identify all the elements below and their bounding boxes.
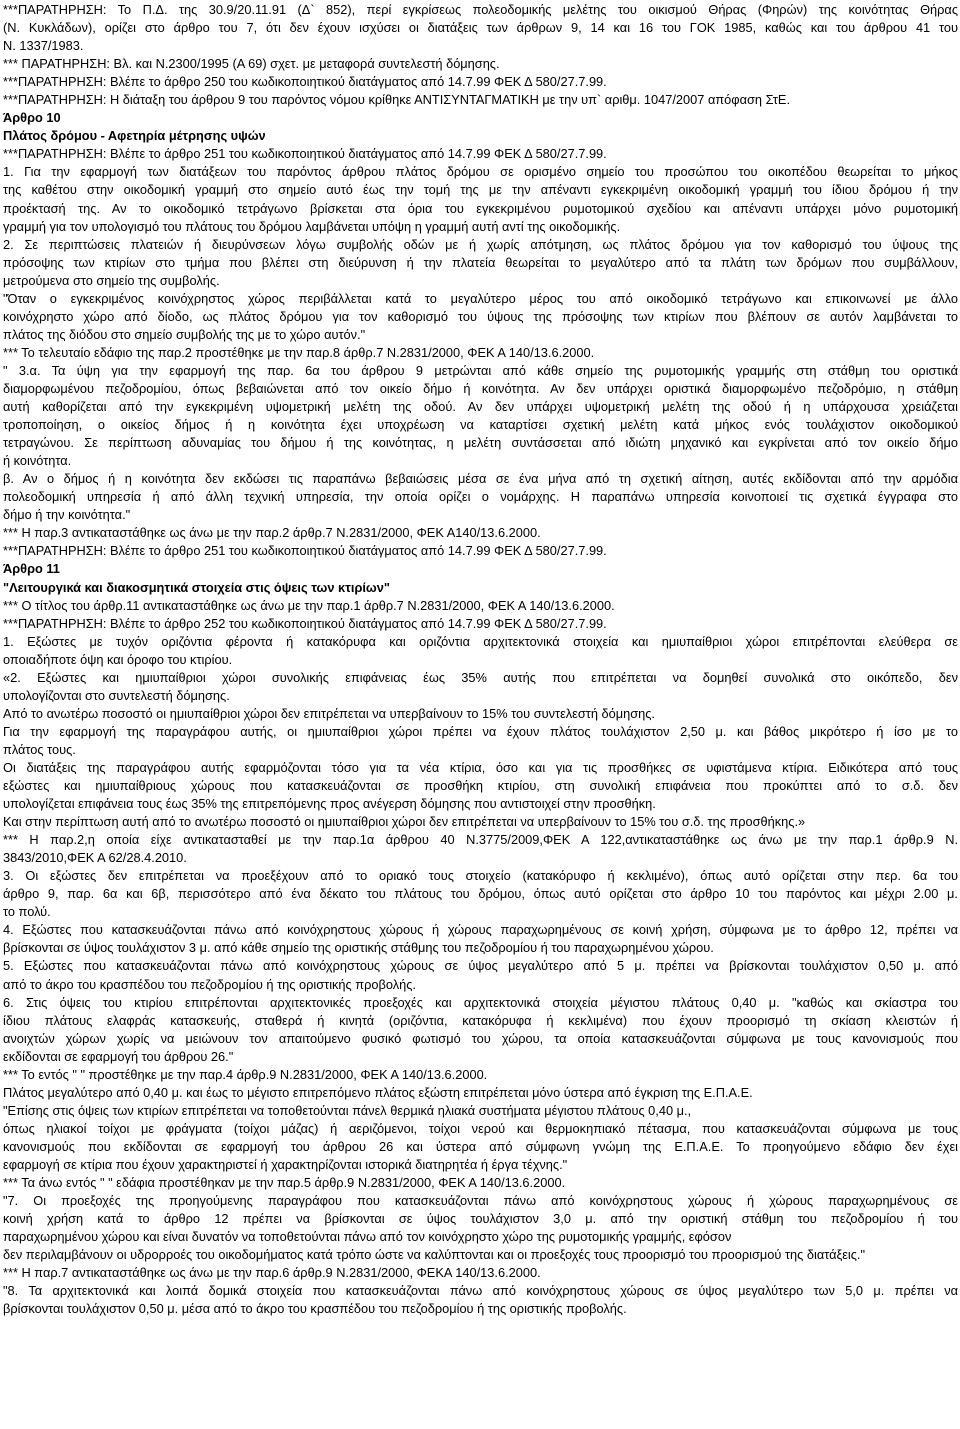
text-line: ή κοινότητα.: [3, 453, 72, 469]
text-line: πλάτος τους.: [3, 741, 76, 757]
text-line: ***ΠΑΡΑΤΗΡΗΣΗ: Βλέπε το άρθρο 252 του κωδικοποιητικού διατάγματος από 14.7.99 ΦΕΚ Δ 580/27.7.99.: [3, 615, 607, 631]
text-line: Οι διατάξεις της παραγράφου αυτής εφαρμόζονται τόσο για τα νέα κτίρια, όσο και για τις προσθήκες σε υφιστάμενα κτίρια. Ειδικότερα από τους: [3, 759, 958, 775]
document-body: [3, 1, 958, 1318]
text-line: τετραγώνου. Σε περίπτωση αδυναμίας του δήμου ή της κοινότητας, η μελέτη συντάσσεται από ιδιώτη μηχανικό και εγκρίνεται από τον οικείο δήμο: [3, 435, 958, 451]
text-line: πρόσοψης των κτιρίων στο τμήμα που βλέπει στη διεύρυνση ή την πλατεία θεωρείται το μεγαλύτερο από τα πλάτη των δρόμων που συμβάλλουν,: [3, 254, 958, 270]
heading-line: "Λειτουργικά και διακοσμητικά στοιχεία στις όψεις των κτιρίων": [3, 579, 390, 595]
text-line: το πολύ.: [3, 904, 51, 920]
text-line: Ν. 1337/1983.: [3, 38, 84, 54]
text-line: αυτή καθορίζεται από την εγκεκριμένη υψομετρική μελέτη της οδού. Αν δεν υπάρχει υψομετρική μελέτη της οδού ή η υπάρχουσα χρειάζεται: [3, 399, 958, 415]
heading-line: Πλάτος δρόμου - Αφετηρία μέτρησης υψών: [3, 128, 266, 144]
text-line: κοινόχρηστο χώρο από δίοδο, ως πλάτος δρόμου για τον καθορισμό του ύψους της πρόσοψης των κτιρίων που βλέπουν σε αυτόν λαμβάνεται το: [3, 308, 958, 324]
text-line: β. Αν ο δήμος ή η κοινότητα δεν εκδώσει τις παραπάνω βεβαιώσεις μέσα σε ένα μήνα από τη σχετική αίτηση, αυτές εκδίδονται από την αρμόδια: [3, 471, 958, 487]
heading-line: Άρθρο 11: [3, 561, 60, 577]
text-line: εκδίδονται σε εφαρμογή του άρθρου 26.": [3, 1048, 234, 1064]
text-line: κοινή χρήση κατά το άρθρο 12 πρέπει να βρίσκονται σε ύψος τουλάχιστον 3,0 μ. από την οριστική στάθμη του πεζοδρομίου ή του: [3, 1211, 958, 1227]
text-line: 2. Σε περιπτώσεις πλατειών ή διευρύνσεων λόγω συμβολής οδών με ή χωρίς απότμηση, ως πλάτος δρόμου για τον καθορισμό του ύψους της: [3, 236, 958, 252]
text-line: *** Η παρ.3 αντικαταστάθηκε ως άνω με την παρ.2 άρθρ.7 Ν.2831/2000, ΦΕΚ Α140/13.6.2000.: [3, 525, 541, 541]
text-line: ***ΠΑΡΑΤΗΡΗΣΗ: Βλέπε το άρθρο 250 του κωδικοποιητικού διατάγματος από 14.7.99 ΦΕΚ Δ 580/27.7.99.: [3, 74, 607, 90]
text-line: πλάτος της διόδου στο σημείο συμβολής της με το χώρο αυτόν.": [3, 326, 366, 342]
text-line: προέκτασή της. Αν το οικοδομικό τετράγωνο βρίσκεται στα όρια του εγκεκριμένου ρυμοτομικού σχεδίου και απέναντι υπάρχει μόνο ρυμοτομική: [3, 200, 958, 216]
text-line: "Επίσης στις όψεις των κτιρίων επιτρέπεται να τοποθετούνται πάνελ θερμικά ηλιακά συστήματα μέγιστου πλάτους 0,40 μ.,: [3, 1102, 692, 1118]
text-line: "7. Οι προεξοχές της προηγούμενης παραγράφου που κατασκευάζονται πάνω από κοινόχρηστους χώρους ή χώρους παραχωρημένους σε: [3, 1193, 958, 1209]
text-line: 3843/2010,ΦΕΚ Α 62/28.4.2010.: [3, 850, 187, 866]
text-line: υπολογίζονται στο συντελεστή δόμησης.: [3, 687, 230, 703]
text-line: κανονισμούς που εκδίδονται σε εφαρμογή του άρθρου 26 και ύστερα από σύμφωνη γνώμη της Ε.Π.Α.Ε. Το προηγούμενο εδάφιο δεν έχει: [3, 1138, 958, 1154]
text-line: της καθέτου στην οικοδομική γραμμή στο σημείο αυτό έως την τομή της με την απέναντι εγκεκριμένη οικοδομική γραμμή του ίδιου δρόμου ή την: [3, 182, 958, 198]
text-line: δεν περιλαμβάνουν οι υδρορροές του οικοδομήματος κατά τρόπο ώστε να καλύπτονται και οι προεξοχές τους προορισμό του προορισμού της διατάξεις.": [3, 1247, 866, 1263]
text-line: (Ν. Κυκλάδων), ορίζει στο άρθρο του 7, ότι δεν έχουν ισχύσει οι διατάξεις των άρθρων 9, 14 και 16 του ΓΟΚ 1985, καθώς και του άρθρου 41 του: [3, 20, 958, 36]
text-line: Πλάτος μεγαλύτερο από 0,40 μ. και έως το μέγιστο επιτρεπόμενο πλάτος εξώστη επιτρέπεται μόνο ύστερα από έγκριση της Ε.Π.Α.Ε.: [3, 1084, 753, 1100]
text-line: πολεοδομική υπηρεσία ή από άλλη τεχνική υπηρεσία, την οποία ορίζει ο νομάρχης. Η παραπάνω υπηρεσία κοινοποιεί τις σχετικά έγγραφα στο: [3, 489, 958, 505]
text-line: τροποποίηση, ο οικείος δήμος ή η κοινότητα έχει υποχρέωση να καταρτίσει σχετική μελέτη κατά μήκος ενός τουλάχιστον οικοδομικού: [3, 417, 958, 433]
text-line: ανοιχτών χώρων χωρίς να μειώνουν τον απαιτούμενο φυσικό φωτισμό του χώρου, τα οποία κατασκευάζονται σύμφωνα με τους κανονισμούς που: [3, 1030, 958, 1046]
text-line: "8. Τα αρχιτεκτονικά και λοιπά δομικά στοιχεία που κατασκευάζονται πάνω από κοινόχρηστους χώρους σε ύψος μεγαλύτερο των 5,0 μ. πρέπει να: [3, 1283, 958, 1299]
text-line: Από το ανωτέρω ποσοστό οι ημιυπαίθριοι χώροι δεν επιτρέπεται να υπερβαίνουν το 15% του συντελεστή δόμησης.: [3, 705, 655, 721]
text-line: *** Το εντός " " προστέθηκε με την παρ.4 άρθρ.9 Ν.2831/2000, ΦΕΚ Α 140/13.6.2000.: [3, 1066, 488, 1082]
text-line: γραμμή για τον υπολογισμό του πλάτους του δρόμου λαμβάνεται υπόψη η γραμμή αυτή αντί της οικοδομικής.: [3, 218, 621, 234]
text-line: από το άκρο του κρασπέδου του πεζοδρομίου ή της οριστικής προβολής.: [3, 976, 416, 992]
text-line: "Όταν ο εγκεκριμένος κοινόχρηστος χώρος περιβάλλεται κατά το μεγαλύτερο μέρος του από οικοδομικό τετράγωνο και επικοινωνεί με άλλο: [3, 290, 958, 306]
text-line: παραχωρημένου χώρου και είναι δυνατόν να τοποθετούνται πάνω από τον κοινόχρηστο χώρο της ρυμοτομικής γραμμής, εφόσον: [3, 1229, 732, 1245]
text-line: ***ΠΑΡΑΤΗΡΗΣΗ: Η διάταξη του άρθρου 9 του παρόντος νόμου κρίθηκε ΑΝΤΙΣΥΝΤΑΓΜΑΤΙΚΗ με την υπ` αριθμ. 1047/2007 απόφαση ΣτΕ.: [3, 92, 791, 108]
text-line: ***ΠΑΡΑΤΗΡΗΣΗ: Το Π.Δ. της 30.9/20.11.91 (Δ` 852), περί εγκρίσεως πολεοδομικής μελέτης του οικισμού Θήρας (Φηρών) της κοινότητας Θήρας: [3, 2, 958, 17]
heading-line: Άρθρο 10: [3, 110, 61, 126]
text-line: *** ΠΑΡΑΤΗΡΗΣΗ: Βλ. και Ν.2300/1995 (Α 69) σχετ. με μεταφορά συντελεστή δόμησης.: [3, 56, 500, 72]
text-line: οποιαδήποτε όψη και όροφο του κτιρίου.: [3, 651, 233, 667]
text-line: 4. Εξώστες που κατασκευάζονται πάνω από κοινόχρηστους χώρους ή χώρους παραχωρημένους σε κοινή χρήση, σύμφωνα με το άρθρο 12, πρέπει να: [3, 922, 958, 938]
text-line: ***ΠΑΡΑΤΗΡΗΣΗ: Βλέπε το άρθρο 251 του κωδικοποιητικού διατάγματος από 14.7.99 ΦΕΚ Δ 580/27.7.99.: [3, 543, 607, 559]
text-line: *** Το τελευταίο εδάφιο της παρ.2 προστέθηκε με την παρ.8 άρθρ.7 Ν.2831/2000, ΦΕΚ Α 140/13.6.2000.: [3, 344, 595, 360]
text-line: Για την εφαρμογή της παραγράφου αυτής, οι ημιυπαίθριοι χώροι πρέπει να έχουν πλάτος τουλάχιστον 2,50 μ. και βάθος μικρότερο ή ίσο με το: [3, 723, 958, 739]
text-line: εφαρμογή σε κτίρια που έχουν χαρακτηριστεί ή χαρακτηρίζονται ιστορικά διατηρητέα ή έργα τέχνης.": [3, 1157, 568, 1172]
text-line: 1. Για την εφαρμογή των διατάξεων του παρόντος άρθρου πλάτος δρόμου σε ορισμένο σημείο του προσώπου του οικοπέδου θεωρείται το μήκος: [3, 164, 958, 180]
text-line: βρίσκονται σε ύψος τουλάχιστον 3 μ. από κάθε σημείο της οριστικής στάθμης του πεζοδρομίου ή του παραχωρημένου χώρου.: [3, 940, 714, 956]
text-line: 3. Οι εξώστες δεν επιτρέπεται να προεξέχουν από το οριακό τους στοιχείο (κατακόρυφο ή κεκλιμένο), όπως αυτό ορίζεται στην περ. 6α του: [3, 868, 958, 884]
text-line: άρθρο 9, παρ. 6α και 6β, περισσότερο από ένα δέκατο του πλάτους του δρόμου, όπως αυτό ορίζεται στο άρθρο 10 του παρόντος και μέχρι 2.00 μ.: [3, 886, 958, 902]
text-line: όπως ηλιακοί τοίχοι με φράγματα (τοίχοι μάζας) ή αεριζόμενοι, τοίχοι νερού και θερμοκηπιακό πέτασμα, που κατασκευάζονται σύμφωνα με τους: [3, 1120, 958, 1136]
text-line: ***ΠΑΡΑΤΗΡΗΣΗ: Βλέπε το άρθρο 251 του κωδικοποιητικού διατάγματος από 14.7.99 ΦΕΚ Δ 580/27.7.99.: [3, 146, 607, 162]
text-line: εξώστες και ημιυπαίθριους χώρους που κατασκευάζονται σε προσθήκη κτιρίου, στη συνολική επιφάνεια που προκύπτει από το σ.δ. δεν: [3, 778, 958, 794]
text-line: 1. Εξώστες με τυχόν οριζόντια φέροντα ή κατακόρυφα και οριζόντια αρχιτεκτονικά στοιχεία και ημιυπαίθριοι χώροι επιτρέπονται ελεύθερα σε: [3, 633, 958, 649]
text-line: βρίσκονται τουλάχιστον 0,50 μ. μέσα από το άκρο του κρασπέδου του πεζοδρομίου ή της οριστικής προβολής.: [3, 1301, 627, 1317]
text-line: *** Η παρ.7 αντικαταστάθηκε ως άνω με την παρ.6 άρθρ.9 Ν.2831/2000, ΦΕΚΑ 140/13.6.2000.: [3, 1265, 541, 1281]
text-line: *** Η παρ.2,η οποία είχε αντικατασταθεί με την παρ.1α άρθρου 40 Ν.3775/2009,ΦΕΚ Α 122,αντικαταστάθηκε ως άνω με την παρ.1 άρθρ.9 Ν.: [3, 832, 958, 848]
text-line: διαμορφωμένου πεζοδρομίου, όπως βεβαιώνεται από τον οικείο δήμο ή κοινότητα. Αν δεν υπάρχει οριστικά διαμορφωμένο πεζοδρόμιο, η στάθμη: [3, 380, 958, 396]
text-line: δήμο ή την κοινότητα.": [3, 507, 131, 523]
text-line: *** Τα άνω εντός " " εδάφια προστέθηκαν με την παρ.5 άρθρ.9 Ν.2831/2000, ΦΕΚ Α 140/13.6.2000.: [3, 1175, 566, 1191]
text-line: " 3.α. Τα ύψη για την εφαρμογή της παρ. 6α του άρθρου 9 μετρώνται από κάθε σημείο της ρυμοτομικής γραμμής στη στάθμη του οριστικά: [3, 362, 958, 378]
text-line: 5. Εξώστες που κατασκευάζονται πάνω από κοινόχρηστους χώρους σε ύψος μεγαλύτερο από 5 μ. πρέπει να βρίσκονται τουλάχιστον 0,50 μ. από: [3, 958, 958, 974]
text-line: Και στην περίπτωση αυτή από το ανωτέρω ποσοστό οι ημιυπαίθριοι χώροι δεν επιτρέπεται να υπερβαίνουν το 15% του σ.δ. της προσθήκης.»: [3, 814, 806, 830]
text-line: μετρούμενα στο σημείο της συμβολής.: [3, 272, 220, 288]
text-line: ίδιου πλάτους ελαφράς κατασκευής, σταθερά ή κινητά (οριζόντια, κατακόρυφα ή κεκλιμένα) που έχουν προορισμό τη σκίαση κλειστών ή: [3, 1012, 958, 1028]
text-line: 6. Στις όψεις του κτιρίου επιτρέπονται αρχιτεκτονικές προεξοχές και αρχιτεκτονικά στοιχεία μέγιστου πλάτους 0,40 μ. "καθώς και σκίαστρα του: [3, 994, 958, 1010]
text-line: υπολογίζεται επιφάνεια τους έως 35% της επιτρεπόμενης προς ανέγερση δόμησης που αντιστοιχεί στην προσθήκη.: [3, 796, 656, 812]
text-line: *** Ο τίτλος του άρθρ.11 αντικαταστάθηκε ως άνω με την παρ.1 άρθρ.7 Ν.2831/2000, ΦΕΚ Α 140/13.6.2000.: [3, 597, 615, 613]
text-line: «2. Εξώστες και ημιυπαίθριοι χώροι συνολικής επιφάνειας έως 35% αυτής που επιτρέπεται να δομηθεί συνολικά στο οικόπεδο, δεν: [3, 669, 958, 685]
